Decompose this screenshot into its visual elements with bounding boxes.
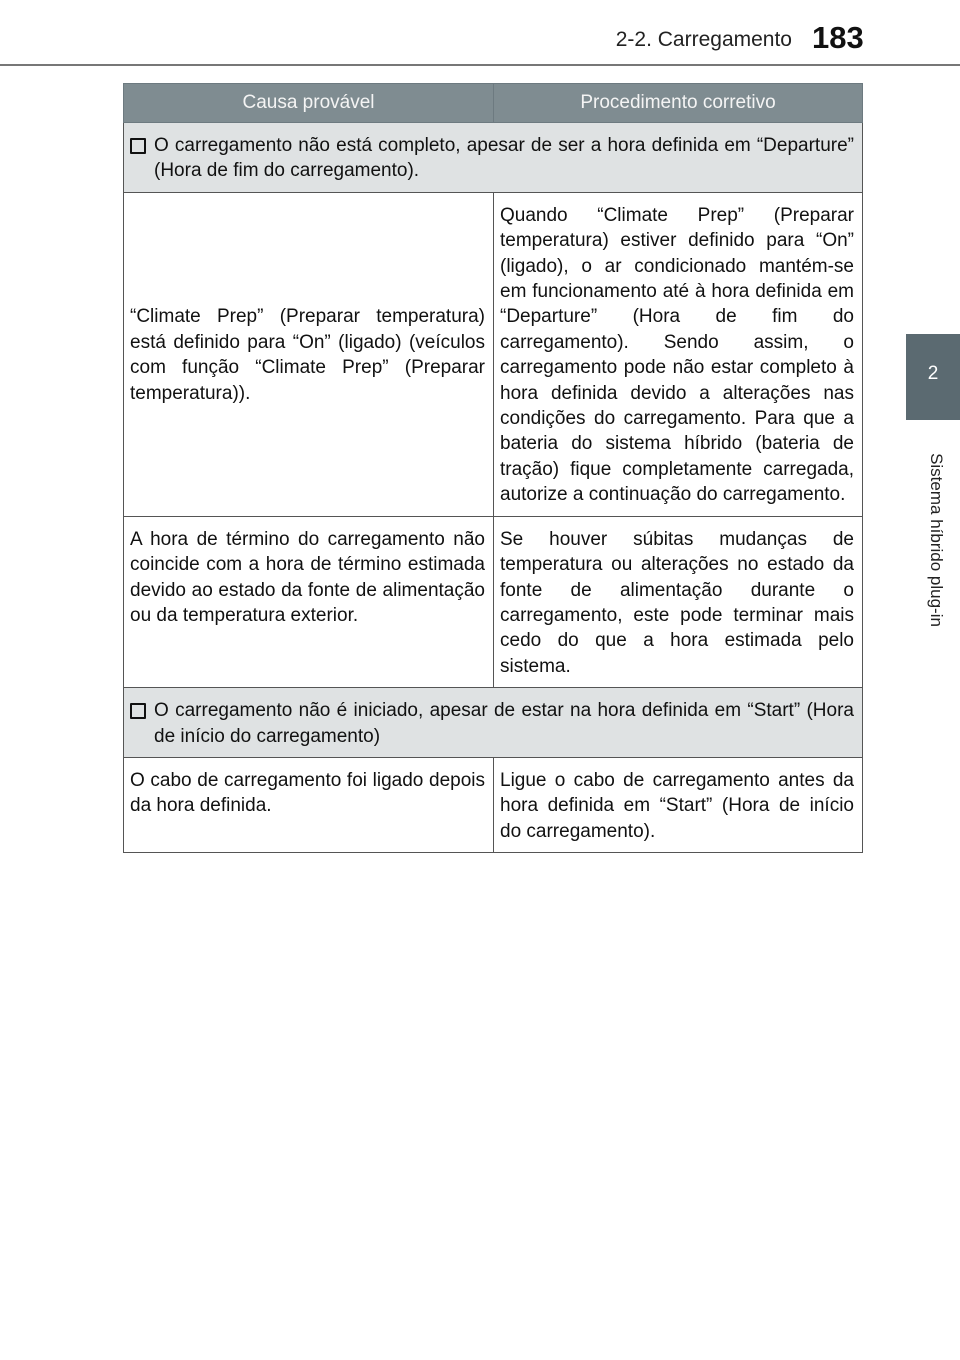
page-number: 183 [812,20,864,55]
header-rule [0,64,960,66]
chapter-tab: 2 [906,334,960,420]
condition-row [124,123,863,193]
condition-cell [124,688,863,758]
cause-cell: “Climate Prep” (Preparar temperatura) está definido para “On” (ligado) (veículos com função “Climate Prep” (Preparar temperatura)). [124,192,494,516]
condition-row [124,688,863,758]
table-header-row [124,84,863,123]
section-title: 2-2. Carregamento [615,28,792,51]
procedure-cell: Quando “Climate Prep” (Preparar temperatura) estiver definido para “On” (ligado), o ar condicionado mantém-se em funcionamento até à hora definida em “Departure” (Hora de fim do carregamento). Sendo assim, o carregamento pode não estar completo à hora definida devido a alterações nas condições do carregamento. Para que a bateria do sistema híbrido (bateria de tração) fique completamente carregada, autorize a continuação do carregamento. [494,192,863,516]
procedure-cell: Ligue o cabo de carregamento antes da hora definida em “Start” (Hora de início do carregamento). [494,757,863,852]
condition-text: O carregamento não é iniciado, apesar de estar na hora definida em “Start” (Hora de início do carregamento) [154,700,854,747]
column-header-procedure: Procedimento corretivo [494,84,863,123]
cause-cell: A hora de término do carregamento não coincide com a hora de término estimada devido ao estado da fonte de alimentação ou da temperatura exterior. [124,516,494,687]
chapter-label: Sistema híbrido plug-in [927,453,946,627]
procedure-cell: Se houver súbitas mudanças de temperatura ou alterações no estado da fonte de alimentação durante o carregamento, este pode terminar mais cedo do que a hora estimada pelo sistema. [494,516,863,687]
troubleshooting-table [123,83,863,853]
checkbox-icon [130,138,146,154]
table-row [124,757,863,852]
condition-cell [124,123,863,193]
checkbox-icon [130,703,146,719]
column-header-cause: Causa provável [124,84,494,123]
page-header [0,0,960,66]
table-row [124,516,863,687]
condition-text: O carregamento não está completo, apesar de ser a hora definida em “Departure” (Hora de fim do carregamento). [154,135,854,182]
cause-cell: O cabo de carregamento foi ligado depois da hora definida. [124,757,494,852]
table-row [124,192,863,516]
